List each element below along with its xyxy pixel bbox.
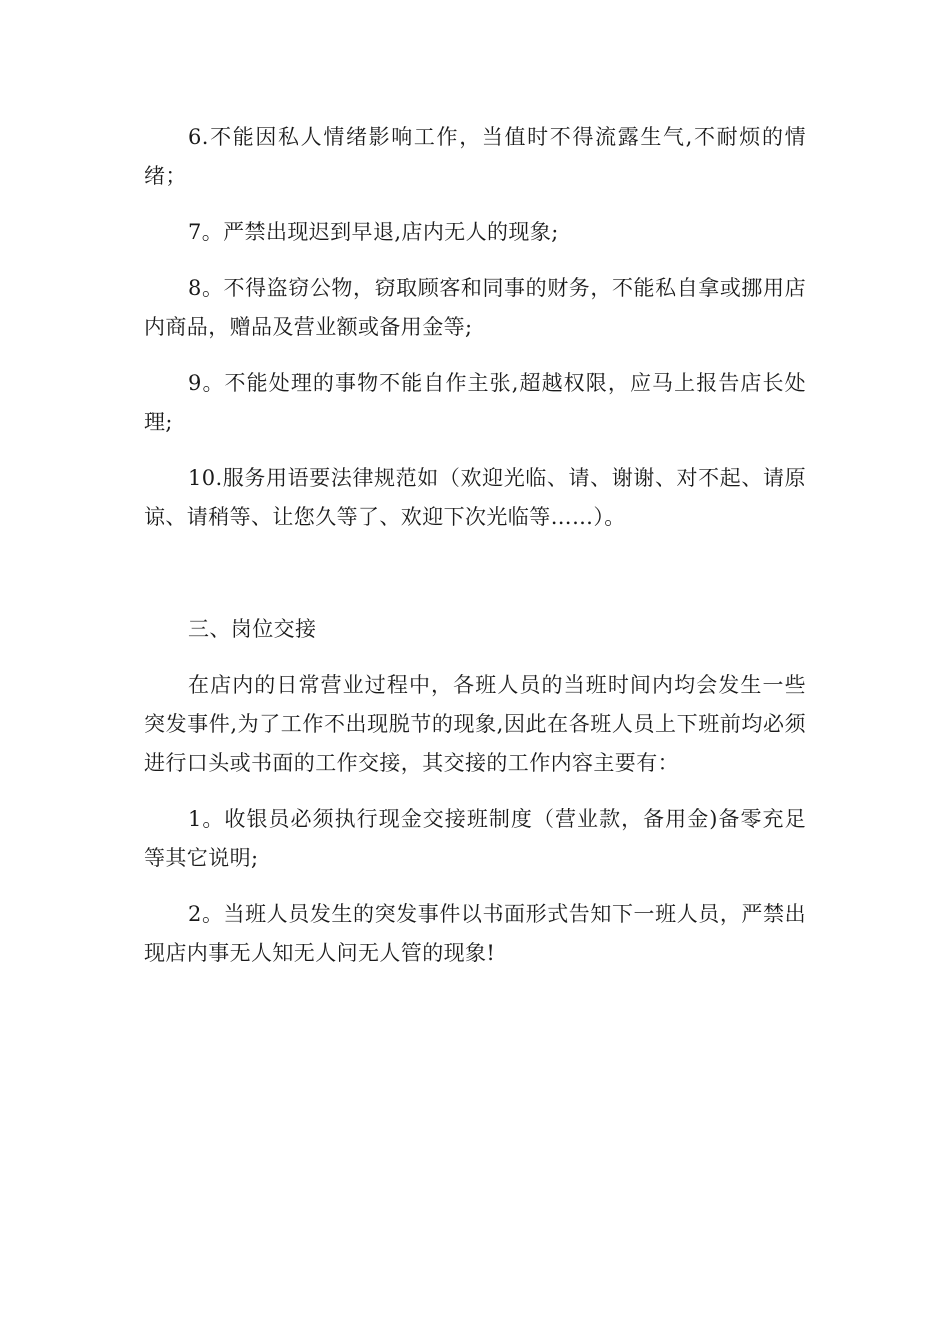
section-heading: 三、岗位交接 — [188, 617, 317, 641]
rule-item-6: 6.不能因私人情绪影响工作，当值时不得流露生气,不耐烦的情绪； — [144, 125, 806, 188]
document-body — [144, 118, 806, 990]
section-intro: 在店内的日常营业过程中，各班人员的当班时间内均会发生一些突发事件,为了工作不出现脱节的现象,因此在各班人员上下班前均必须进行口头或书面的工作交接，其交接的工作内容主要有： — [144, 673, 806, 775]
section-spacer — [144, 554, 806, 610]
rule-item-10: 10.服务用语要法律规范如（欢迎光临、请、谢谢、对不起、请原谅、请稍等、让您久等了、欢迎下次光临等……）。 — [144, 466, 806, 529]
rule-item-7: 7。严禁出现迟到早退,店内无人的现象; — [188, 220, 559, 244]
handover-item-2: 2。当班人员发生的突发事件以书面形式告知下一班人员，严禁出现店内事无人知无人问无人管的现象! — [144, 902, 806, 965]
handover-item-1: 1。收银员必须执行现金交接班制度（营业款，备用金)备零充足等其它说明; — [144, 807, 806, 870]
rule-item-8: 8。不得盗窃公物，窃取顾客和同事的财务，不能私自拿或挪用店内商品，赠品及营业额或备用金等; — [144, 276, 806, 339]
rule-item-9: 9。不能处理的事物不能自作主张,超越权限，应马上报告店长处理; — [144, 371, 806, 434]
